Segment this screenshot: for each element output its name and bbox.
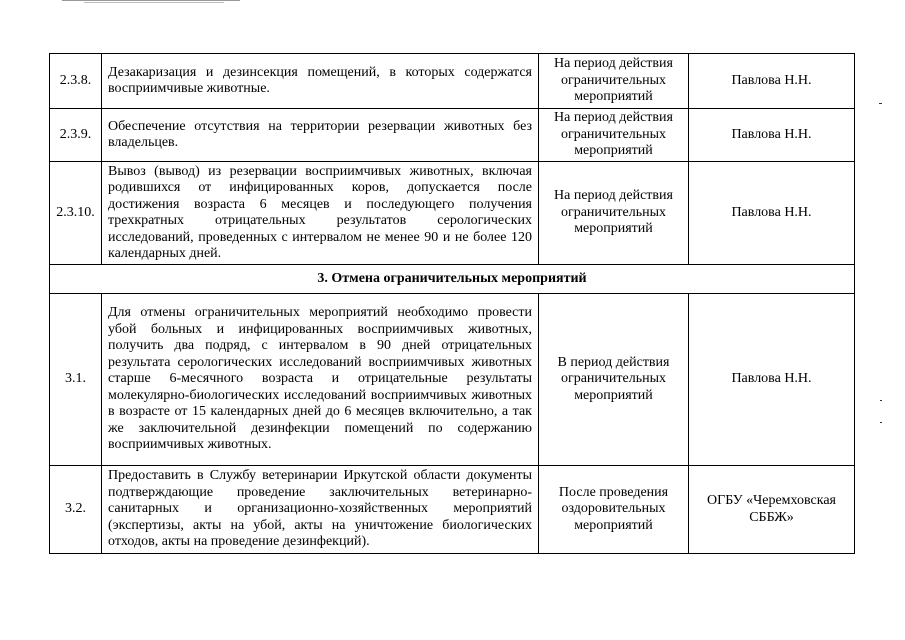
row-description: Обеспечение отсутствия на территории резервации животных без владельцев.: [102, 109, 539, 162]
table-row: [50, 162, 855, 265]
section-header-row: [50, 265, 855, 294]
section-title: 3. Отмена ограничительных мероприятий: [50, 265, 855, 294]
row-period: В период действия ограничительных мероприятий: [539, 294, 689, 466]
table-row: [50, 294, 855, 466]
row-description: Предоставить в Службу ветеринарии Иркутской области документы подтверждающие проведение заключительных ветеринарно-санитарных и организационно-хозяйственных мероприятий (экспертизы, акты на убой, акты на уничтожение биологических отходов, акты на проведение дезинфекций).: [102, 466, 539, 554]
row-period: На период действия ограничительных мероприятий: [539, 109, 689, 162]
scan-speck: [880, 400, 882, 401]
row-number: 3.2.: [50, 466, 102, 554]
scan-speck: [880, 422, 882, 423]
row-responsible: Павлова Н.Н.: [689, 294, 855, 466]
row-number: 2.3.9.: [50, 109, 102, 162]
table-row: [50, 466, 855, 554]
row-number: 3.1.: [50, 294, 102, 466]
table-row: [50, 54, 855, 109]
row-period: На период действия ограничительных мероприятий: [539, 54, 689, 109]
row-period: На период действия ограничительных мероприятий: [539, 162, 689, 265]
table-row: [50, 109, 855, 162]
row-responsible: Павлова Н.Н.: [689, 162, 855, 265]
row-number: 2.3.8.: [50, 54, 102, 109]
scan-top-line-faint: [84, 2, 224, 4]
row-number: 2.3.10.: [50, 162, 102, 265]
row-description: Вывоз (вывод) из резервации восприимчивых животных, включая родившихся от инфицированных коров, допускается после достижения возраста 6 месяцев и последующего получения трехкратных отрицательных результатов серологических исследований, проведенных с интервалом не менее 90 и не более 120 календарных дней.: [102, 162, 539, 265]
row-description: Для отмены ограничительных мероприятий необходимо провести убой больных и инфицированных восприимчивых животных, получить два подряд, с интервалом в 90 дней отрицательных результата серологических исследований восприимчивых животных старше 6-месячного возраста и отрицательные результаты молекулярно-биологических исследований восприимчивых животных в возрасте от 15 календарных дней до 6 месяцев включительно, а так же заключительной дезинфекции помещений по содержанию восприимчивых животных.: [102, 294, 539, 466]
row-period: После проведения оздоровительных мероприятий: [539, 466, 689, 554]
row-responsible: Павлова Н.Н.: [689, 54, 855, 109]
measures-table: [49, 53, 855, 554]
row-description: Дезакаризация и дезинсекция помещений, в которых содержатся восприимчивые животные.: [102, 54, 539, 109]
row-responsible: ОГБУ «Черемховская СББЖ»: [689, 466, 855, 554]
scan-speck: [879, 103, 882, 104]
row-responsible: Павлова Н.Н.: [689, 109, 855, 162]
